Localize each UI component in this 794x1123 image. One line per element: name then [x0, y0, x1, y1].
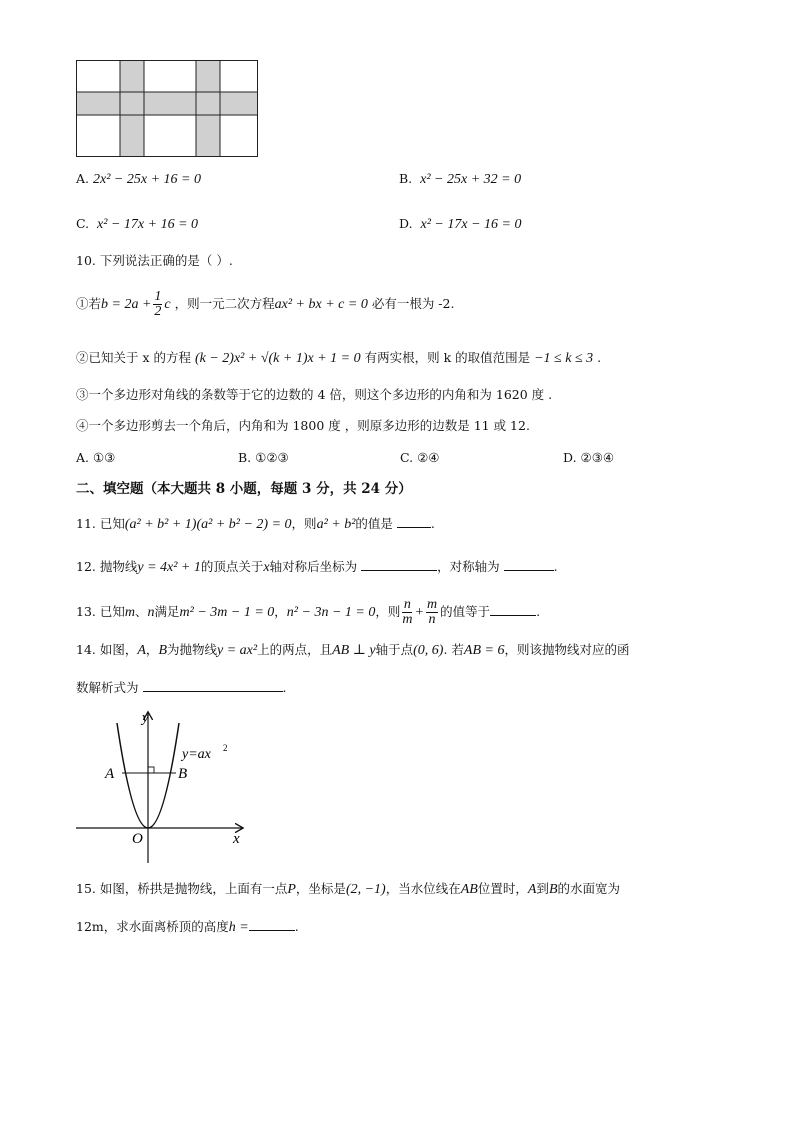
question-12: 12. 抛物线y = 4x² + 1的顶点关于x轴对称后坐标为 ，对称轴为 .: [76, 559, 558, 575]
question-13: 13. 已知m、n满足m² − 3m − 1 = 0，n² − 3n − 1 = 0，则 $\frac{n}{m}$ + $\frac{m}{n}$ 的值等于 .: [76, 597, 541, 627]
q9-option-a[interactable]: A. 2x² − 25x + 16 = 0: [76, 171, 201, 187]
q9-option-b[interactable]: B. x² − 25x + 32 = 0: [399, 171, 522, 187]
question-14-line-1: 14. 如图，A，B为抛物线y = ax²上的两点，且AB ⊥ y轴于点(0, 6). 若AB = 6，则该抛物线对应的函: [76, 642, 630, 658]
answer-blank-11[interactable]: [397, 515, 431, 528]
curve-label-exponent: 2: [223, 743, 228, 753]
question-14-line-2: 数解析式为 .: [76, 680, 287, 695]
answer-blank-15[interactable]: [249, 918, 295, 931]
q9-option-c[interactable]: C. x² − 17x + 16 = 0: [76, 216, 199, 232]
q9-option-d[interactable]: D. x² − 17x − 16 = 0: [399, 216, 522, 232]
parabola-figure: [72, 705, 252, 865]
curve-label: y=ax: [182, 747, 211, 762]
grid-shaded-col-1: [120, 60, 144, 156]
grid-figure: [76, 60, 260, 158]
q10-option-d[interactable]: D. ②③④: [563, 450, 615, 465]
origin-label: O: [132, 831, 143, 847]
q10-statement-1: ①若b = 2a + $\frac{1}{2}$ c ，则一元二次方程ax² + bx + c = 0 必有一根为 -2.: [76, 289, 455, 319]
q10-option-b[interactable]: B. ①②③: [238, 450, 289, 465]
question-15-line-2: 12m，求水面离桥顶的高度h = .: [76, 919, 299, 935]
point-a-label: A: [105, 766, 115, 782]
q10-statement-4: ④一个多边形剪去一个角后，内角和为 1800 度 ，则原多边形的边数是 11 或 12.: [76, 418, 530, 433]
q10-stem: 10. 下列说法正确的是（ ）.: [76, 253, 233, 268]
q10-option-c[interactable]: C. ②④: [400, 450, 440, 465]
question-15-line-1: 15. 如图，桥拱是抛物线，上面有一点P，坐标是(2, −1)，当水位线在AB位置时，A到B的水面宽为: [76, 881, 621, 897]
question-11: 11. 已知(a² + b² + 1)(a² + b² − 2) = 0，则a² + b²的值是 .: [76, 516, 435, 532]
grid-shaded-col-2: [196, 60, 220, 156]
answer-blank-12a[interactable]: [361, 558, 437, 571]
q10-statement-3: ③一个多边形对角线的条数等于它的边数的 4 倍，则这个多边形的内角和为 1620 度 .: [76, 387, 553, 402]
right-angle-mark: [148, 767, 154, 773]
q10-option-a[interactable]: A. ①③: [76, 450, 116, 465]
section-title-fill-in: 二、填空题（本大题共 8 小题，每题 3 分，共 24 分）: [76, 481, 412, 497]
grid-shaded-row: [76, 92, 258, 115]
x-axis-label: x: [233, 831, 240, 847]
q10-statement-2: ②已知关于 x 的方程 (k − 2)x² + √(k + 1)x + 1 = 0 有两实根，则 k 的取值范围是 −1 ≤ k ≤ 3 .: [76, 350, 602, 366]
point-b-label: B: [178, 766, 188, 782]
answer-blank-13[interactable]: [490, 603, 536, 616]
answer-blank-12b[interactable]: [504, 558, 554, 571]
y-axis-label: y: [142, 710, 149, 726]
answer-blank-14[interactable]: [143, 679, 283, 692]
